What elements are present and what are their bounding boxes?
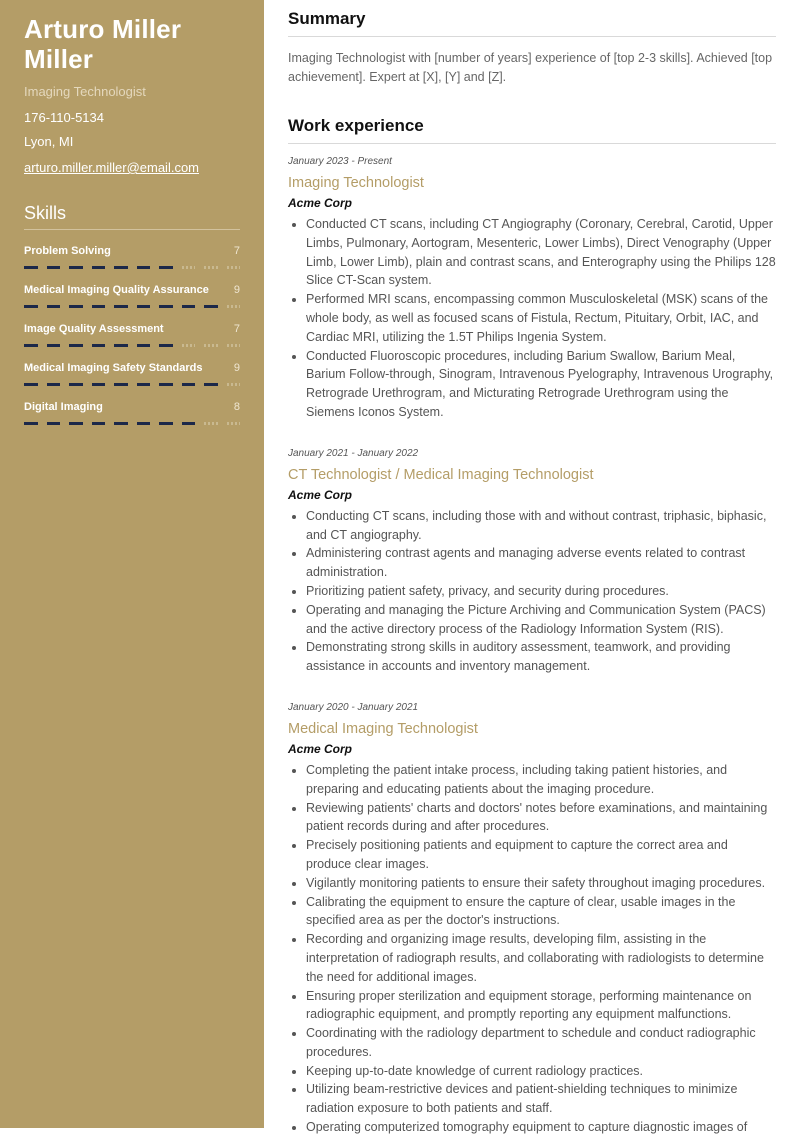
skill-item: [24, 361, 240, 386]
candidate-title: Imaging Technologist: [24, 84, 146, 99]
skill-bar-segment-filled: [182, 422, 196, 425]
skill-bar-segment-filled: [47, 383, 61, 386]
job-bullet: • Performed MRI scans, encompassing common Musculoskeletal (MSK) scans of the whole body, as well as focused scans of Fistula, Rectum, Pituitary, Orbit, IAC, and Cardiac MRI, utilizing the 1.5T Philips Ingenia System.: [306, 290, 776, 346]
skill-level: 8: [233, 401, 240, 413]
skill-level-bar: [24, 422, 240, 425]
job-bullet: • Recording and organizing image results, developing film, assisting in the interpretation of radiograph results, and collaborating with radiologists to determine the need for additional images.: [306, 930, 776, 986]
main-content: [288, 0, 776, 1137]
job-bullets: [288, 761, 776, 1137]
skill-bar-segment-filled: [114, 383, 128, 386]
skill-bar-segment-empty: [204, 266, 218, 269]
skill-bar-segment-filled: [159, 344, 173, 347]
skill-bar-segment-empty: [227, 383, 241, 386]
skill-bar-segment-filled: [137, 344, 151, 347]
job-dates: January 2020 - January 2021: [288, 701, 419, 713]
skill-bar-segment-filled: [47, 422, 61, 425]
job-entry: [288, 702, 776, 1137]
skill-bar-segment-filled: [182, 305, 196, 308]
skills-list: [24, 244, 240, 425]
job-bullet: • Conducted CT scans, including CT Angiography (Coronary, Cerebral, Carotid, Upper Limbs, Pulmonary, Aortogram, Mesenteric, Lower Limbs), Direct Venography (Upper Limb, Lower Limb), plain and contrast scans, and Enterography using the Philips 128 Slice CT-Scan system.: [306, 215, 776, 290]
skill-bar-segment-empty: [204, 344, 218, 347]
job-bullet: • Utilizing beam-restrictive devices and patient-shielding techniques to minimize radiation exposure to both patients and staff.: [306, 1080, 776, 1118]
skill-item: [24, 244, 240, 269]
skill-bar-segment-filled: [24, 305, 38, 308]
skill-bar-segment-filled: [92, 305, 106, 308]
skill-bar-segment-filled: [204, 305, 218, 308]
skill-bar-segment-filled: [182, 383, 196, 386]
skill-bar-segment-empty: [227, 422, 241, 425]
skill-bar-segment-filled: [69, 344, 83, 347]
job-bullet: • Conducting CT scans, including those with and without contrast, triphasic, biphasic, and CT angiography.: [306, 507, 776, 545]
skill-bar-segment-filled: [47, 305, 61, 308]
skill-bar-segment-filled: [69, 305, 83, 308]
skill-level-bar: [24, 383, 240, 386]
job-bullet: • Operating and managing the Picture Archiving and Communication System (PACS) and the active directory process of the Radiology Information System (RIS).: [306, 601, 776, 639]
skill-bar-segment-empty: [227, 266, 241, 269]
job-dates: January 2023 - Present: [288, 156, 392, 167]
job-entry: [288, 156, 776, 422]
skill-bar-segment-filled: [114, 305, 128, 308]
skill-item: [24, 400, 240, 425]
skill-row: [24, 244, 240, 258]
skill-bar-segment-filled: [159, 422, 173, 425]
location: Lyon, MI: [24, 134, 74, 149]
skill-bar-segment-filled: [159, 266, 173, 269]
skill-bar-segment-filled: [92, 383, 106, 386]
skill-bar-segment-filled: [69, 266, 83, 269]
skill-bar-segment-filled: [69, 422, 83, 425]
skill-bar-segment-filled: [92, 344, 106, 347]
skill-item: [24, 322, 240, 347]
skill-bar-segment-filled: [47, 344, 61, 347]
skill-row: [24, 283, 240, 297]
job-bullet: • Precisely positioning patients and equipment to capture the correct area and produce clear images.: [306, 836, 776, 874]
skill-label: Image Quality Assessment: [24, 323, 164, 335]
job-company: Acme Corp: [288, 196, 353, 210]
skill-bar-segment-filled: [137, 266, 151, 269]
skill-level-bar: [24, 305, 240, 308]
job-bullets: [288, 507, 776, 676]
skill-level: 7: [233, 245, 240, 257]
skill-label: Problem Solving: [24, 245, 111, 257]
skill-bar-segment-filled: [114, 266, 128, 269]
skill-bar-segment-filled: [137, 422, 151, 425]
job-bullet: • Coordinating with the radiology department to schedule and conduct radiographic procedures.: [306, 1024, 776, 1062]
jobs-list: [288, 156, 776, 1137]
skill-bar-segment-empty: [182, 344, 196, 347]
skill-bar-segment-filled: [159, 383, 173, 386]
skill-bar-segment-empty: [204, 422, 218, 425]
job-bullet: • Keeping up-to-date knowledge of current radiology practices.: [306, 1062, 776, 1081]
skill-row: [24, 361, 240, 375]
skill-bar-segment-filled: [137, 305, 151, 308]
skill-bar-segment-filled: [204, 383, 218, 386]
skill-bar-segment-filled: [24, 383, 38, 386]
job-bullet: • Operating computerized tomography equipment to capture diagnostic images of: [306, 1118, 776, 1137]
job-bullets: [288, 215, 776, 422]
skill-bar-segment-filled: [92, 266, 106, 269]
skill-bar-segment-filled: [24, 422, 38, 425]
job-bullet: • Reviewing patients' charts and doctors' notes before examinations, and maintaining patient records during and after procedures.: [306, 799, 776, 837]
skill-row: [24, 322, 240, 336]
summary-text: Imaging Technologist with [number of years] experience of [top 2-3 skills]. Achieved [top achievement]. Expert at [X], [Y] and [Z].: [288, 51, 773, 84]
skill-level: 9: [233, 284, 240, 296]
skill-level: 9: [233, 362, 240, 374]
skill-label: Digital Imaging: [24, 401, 103, 413]
summary-heading: Summary: [288, 8, 776, 37]
skills-heading: Skills: [24, 202, 240, 230]
skill-label: Medical Imaging Safety Standards: [24, 362, 203, 374]
skill-label: Medical Imaging Quality Assurance: [24, 284, 209, 296]
job-bullet: • Prioritizing patient safety, privacy, and security during procedures.: [306, 582, 776, 601]
job-bullet: • Administering contrast agents and managing adverse events related to contrast administration.: [306, 544, 776, 582]
job-title: Medical Imaging Technologist: [288, 720, 478, 737]
skill-bar-segment-filled: [69, 383, 83, 386]
skill-item: [24, 283, 240, 308]
job-title: CT Technologist / Medical Imaging Technologist: [288, 466, 594, 483]
skill-level-bar: [24, 266, 240, 269]
email-link[interactable]: arturo.miller.miller@email.com: [24, 160, 200, 175]
job-company: Acme Corp: [288, 741, 353, 756]
job-bullet: • Vigilantly monitoring patients to ensure their safety throughout imaging procedures.: [306, 874, 776, 893]
job-bullet: • Demonstrating strong skills in auditory assessment, teamwork, and providing assistance in accounts and inventory management.: [306, 638, 776, 676]
candidate-name: Arturo Miller Miller: [24, 14, 182, 74]
work-experience-heading: Work experience: [288, 115, 776, 144]
skill-bar-segment-filled: [92, 422, 106, 425]
skill-bar-segment-empty: [227, 305, 241, 308]
skill-level: 7: [233, 323, 240, 335]
skill-row: [24, 400, 240, 414]
skill-bar-segment-filled: [137, 383, 151, 386]
skill-bar-segment-filled: [114, 422, 128, 425]
job-bullet: • Ensuring proper sterilization and equipment storage, performing maintenance on radiographic equipment, and promptly reporting any equipment malfunctions.: [306, 987, 776, 1025]
phone-number: 176-110-5134: [24, 110, 104, 125]
skill-bar-segment-empty: [182, 266, 196, 269]
sidebar: [0, 0, 264, 1128]
skill-bar-segment-filled: [47, 266, 61, 269]
skill-bar-segment-empty: [227, 344, 241, 347]
job-dates: January 2021 - January 2022: [288, 447, 419, 459]
skill-bar-segment-filled: [24, 266, 38, 269]
job-bullet: • Calibrating the equipment to ensure the capture of clear, usable images in the specified area as per the doctor's instructions.: [306, 893, 776, 931]
job-entry: [288, 448, 776, 676]
job-company: Acme Corp: [288, 487, 353, 502]
job-bullet: • Completing the patient intake process, including taking patient histories, and preparing and educating patients about the imaging procedure.: [306, 761, 776, 799]
job-bullet: • Conducted Fluoroscopic procedures, including Barium Swallow, Barium Meal, Barium Follow-through, Sinogram, Intravenous Pyelography, Intravenous Urography, Retrograde Urethrogram, and Micturating Retrograde Urethrogram using the Siemens Iconos System.: [306, 347, 776, 422]
skill-level-bar: [24, 344, 240, 347]
skill-bar-segment-filled: [159, 305, 173, 308]
skill-bar-segment-filled: [114, 344, 128, 347]
skill-bar-segment-filled: [24, 344, 38, 347]
job-title: Imaging Technologist: [288, 175, 424, 191]
